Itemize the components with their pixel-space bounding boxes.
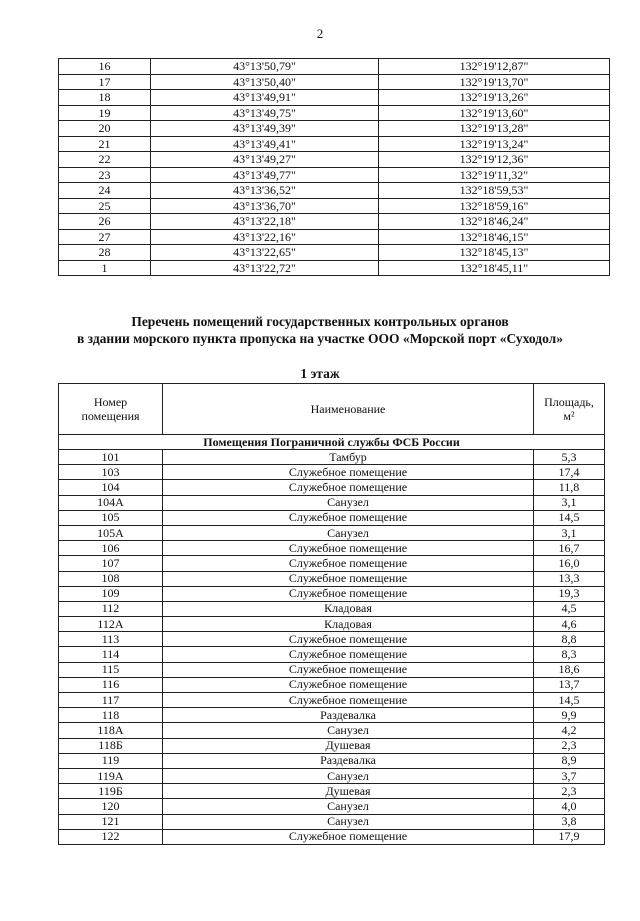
- latitude: 43°13'22,16": [151, 229, 379, 245]
- point-number: 28: [59, 245, 151, 261]
- room-name: Санузел: [163, 799, 534, 814]
- room-name: Тамбур: [163, 450, 534, 465]
- room-area: 3,7: [534, 768, 605, 783]
- room-name: Кладовая: [163, 601, 534, 616]
- floor-label: 1 этаж: [300, 366, 340, 381]
- longitude: 132°19'13,60": [379, 105, 610, 121]
- point-number: 19: [59, 105, 151, 121]
- room-number: 101: [59, 450, 163, 465]
- room-name: Служебное помещение: [163, 541, 534, 556]
- room-number: 115: [59, 662, 163, 677]
- room-row: [59, 738, 605, 753]
- room-name: Служебное помещение: [163, 510, 534, 525]
- room-name: Служебное помещение: [163, 556, 534, 571]
- longitude: 132°18'59,53": [379, 183, 610, 199]
- coordinate-row: [59, 167, 610, 183]
- room-area: 8,9: [534, 753, 605, 768]
- room-area: 3,1: [534, 525, 605, 540]
- room-row: [59, 768, 605, 783]
- point-number: 16: [59, 59, 151, 75]
- room-name: Служебное помещение: [163, 586, 534, 601]
- point-number: 21: [59, 136, 151, 152]
- longitude: 132°19'13,24": [379, 136, 610, 152]
- latitude: 43°13'22,72": [151, 260, 379, 276]
- longitude: 132°18'46,15": [379, 229, 610, 245]
- coordinate-row: [59, 152, 610, 168]
- room-area: 4,0: [534, 799, 605, 814]
- room-area: 18,6: [534, 662, 605, 677]
- room-row: [59, 814, 605, 829]
- room-number: 104А: [59, 495, 163, 510]
- room-row: [59, 784, 605, 799]
- room-row: [59, 617, 605, 632]
- latitude: 43°13'49,77": [151, 167, 379, 183]
- room-area: 2,3: [534, 784, 605, 799]
- room-area: 8,3: [534, 647, 605, 662]
- coordinate-row: [59, 121, 610, 137]
- latitude: 43°13'49,75": [151, 105, 379, 121]
- room-row: [59, 799, 605, 814]
- latitude: 43°13'49,41": [151, 136, 379, 152]
- latitude: 43°13'50,40": [151, 74, 379, 90]
- room-name: Раздевалка: [163, 708, 534, 723]
- room-area: 2,3: [534, 738, 605, 753]
- room-row: [59, 601, 605, 616]
- room-name: Санузел: [163, 495, 534, 510]
- room-row: [59, 632, 605, 647]
- coordinate-row: [59, 198, 610, 214]
- list-heading-line2: в здании морского пункта пропуска на участке ООО «Морской порт «Суходол»: [76, 331, 563, 346]
- room-name: Санузел: [163, 525, 534, 540]
- room-number: 121: [59, 814, 163, 829]
- room-row: [59, 480, 605, 495]
- room-number: 105А: [59, 525, 163, 540]
- room-name: Служебное помещение: [163, 480, 534, 495]
- room-number: 119Б: [59, 784, 163, 799]
- coordinate-row: [59, 90, 610, 106]
- longitude: 132°18'45,13": [379, 245, 610, 261]
- section-title: Помещения Пограничной службы ФСБ России: [59, 435, 605, 450]
- room-row: [59, 556, 605, 571]
- room-number: 122: [59, 829, 163, 844]
- room-name: Служебное помещение: [163, 571, 534, 586]
- room-row: [59, 677, 605, 692]
- room-number: 108: [59, 571, 163, 586]
- room-row: [59, 495, 605, 510]
- room-area: 4,5: [534, 601, 605, 616]
- coordinate-row: [59, 136, 610, 152]
- room-name: Служебное помещение: [163, 647, 534, 662]
- room-area: 14,5: [534, 510, 605, 525]
- longitude: 132°18'46,24": [379, 214, 610, 230]
- latitude: 43°13'22,65": [151, 245, 379, 261]
- room-area: 17,4: [534, 465, 605, 480]
- room-number: 105: [59, 510, 163, 525]
- room-area: 14,5: [534, 693, 605, 708]
- longitude: 132°19'13,28": [379, 121, 610, 137]
- latitude: 43°13'49,91": [151, 90, 379, 106]
- room-name: Душевая: [163, 738, 534, 753]
- room-area: 3,1: [534, 495, 605, 510]
- room-area: 3,8: [534, 814, 605, 829]
- room-number: 107: [59, 556, 163, 571]
- room-area: 4,2: [534, 723, 605, 738]
- longitude: 132°19'12,36": [379, 152, 610, 168]
- point-number: 22: [59, 152, 151, 168]
- latitude: 43°13'36,52": [151, 183, 379, 199]
- room-area: 8,8: [534, 632, 605, 647]
- coordinates-table: [58, 58, 610, 276]
- room-number: 103: [59, 465, 163, 480]
- room-area: 13,7: [534, 677, 605, 692]
- room-row: [59, 693, 605, 708]
- list-heading-line1: Перечень помещений государственных контрольных органов: [131, 314, 509, 329]
- longitude: 132°19'12,87": [379, 59, 610, 75]
- room-name: Санузел: [163, 814, 534, 829]
- room-number: 119: [59, 753, 163, 768]
- room-number: 116: [59, 677, 163, 692]
- room-row: [59, 829, 605, 844]
- room-number: 106: [59, 541, 163, 556]
- room-number: 117: [59, 693, 163, 708]
- room-area: 16,7: [534, 541, 605, 556]
- longitude: 132°18'59,16": [379, 198, 610, 214]
- room-row: [59, 586, 605, 601]
- longitude: 132°18'45,11": [379, 260, 610, 276]
- coordinate-row: [59, 74, 610, 90]
- room-name: Служебное помещение: [163, 662, 534, 677]
- latitude: 43°13'36,70": [151, 198, 379, 214]
- coordinate-row: [59, 183, 610, 199]
- coordinate-row: [59, 260, 610, 276]
- section-row: [59, 435, 605, 450]
- room-area: 11,8: [534, 480, 605, 495]
- room-number: 104: [59, 480, 163, 495]
- room-area: 13,3: [534, 571, 605, 586]
- room-number: 109: [59, 586, 163, 601]
- room-row: [59, 753, 605, 768]
- room-name: Санузел: [163, 723, 534, 738]
- latitude: 43°13'22,18": [151, 214, 379, 230]
- room-area: 16,0: [534, 556, 605, 571]
- col-area-header: Площадь, м²: [534, 384, 605, 435]
- col-name-header: Наименование: [163, 384, 534, 435]
- room-row: [59, 662, 605, 677]
- longitude: 132°19'13,70": [379, 74, 610, 90]
- room-name: Раздевалка: [163, 753, 534, 768]
- room-area: 17,9: [534, 829, 605, 844]
- room-row: [59, 708, 605, 723]
- room-row: [59, 541, 605, 556]
- point-number: 20: [59, 121, 151, 137]
- room-name: Душевая: [163, 784, 534, 799]
- point-number: 24: [59, 183, 151, 199]
- col-number-header: Номер помещения: [59, 384, 163, 435]
- room-area: 9,9: [534, 708, 605, 723]
- room-number: 120: [59, 799, 163, 814]
- room-row: [59, 465, 605, 480]
- longitude: 132°19'11,32": [379, 167, 610, 183]
- point-number: 27: [59, 229, 151, 245]
- room-name: Служебное помещение: [163, 677, 534, 692]
- coordinate-row: [59, 245, 610, 261]
- longitude: 132°19'13,26": [379, 90, 610, 106]
- point-number: 1: [59, 260, 151, 276]
- room-number: 118Б: [59, 738, 163, 753]
- coordinate-row: [59, 59, 610, 75]
- rooms-header-row: [59, 384, 605, 435]
- point-number: 25: [59, 198, 151, 214]
- latitude: 43°13'49,39": [151, 121, 379, 137]
- room-area: 19,3: [534, 586, 605, 601]
- room-row: [59, 450, 605, 465]
- room-name: Служебное помещение: [163, 632, 534, 647]
- coordinate-row: [59, 214, 610, 230]
- room-number: 114: [59, 647, 163, 662]
- room-name: Кладовая: [163, 617, 534, 632]
- latitude: 43°13'50,79": [151, 59, 379, 75]
- point-number: 23: [59, 167, 151, 183]
- room-number: 118А: [59, 723, 163, 738]
- room-number: 118: [59, 708, 163, 723]
- room-name: Служебное помещение: [163, 465, 534, 480]
- room-area: 5,3: [534, 450, 605, 465]
- room-row: [59, 510, 605, 525]
- room-row: [59, 525, 605, 540]
- room-number: 112А: [59, 617, 163, 632]
- room-number: 119А: [59, 768, 163, 783]
- room-name: Служебное помещение: [163, 829, 534, 844]
- point-number: 18: [59, 90, 151, 106]
- latitude: 43°13'49,27": [151, 152, 379, 168]
- rooms-table: [58, 383, 605, 845]
- room-number: 112: [59, 601, 163, 616]
- point-number: 26: [59, 214, 151, 230]
- room-row: [59, 647, 605, 662]
- room-row: [59, 571, 605, 586]
- room-area: 4,6: [534, 617, 605, 632]
- coordinate-row: [59, 105, 610, 121]
- room-name: Санузел: [163, 768, 534, 783]
- page-number: 2: [316, 26, 324, 41]
- room-row: [59, 723, 605, 738]
- room-number: 113: [59, 632, 163, 647]
- point-number: 17: [59, 74, 151, 90]
- room-name: Служебное помещение: [163, 693, 534, 708]
- coordinate-row: [59, 229, 610, 245]
